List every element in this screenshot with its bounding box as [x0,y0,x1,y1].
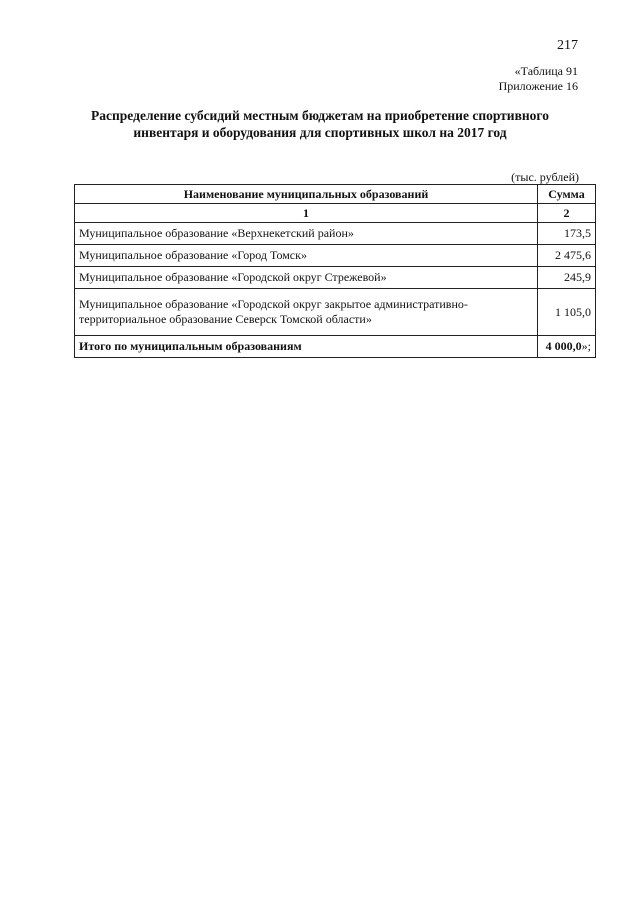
column-number-1: 1 [75,204,538,223]
subsidy-sum: 2 475,6 [538,245,596,267]
municipality-name: Муниципальное образование «Городской округ Стрежевой» [75,267,538,289]
appendix-label: Приложение 16 [498,79,578,93]
document-title: Распределение субсидий местным бюджетам на приобретение спортивного инвентаря и оборудования для спортивных школ на 2017 год [91,108,549,140]
table-row [75,267,596,289]
header-sum: Сумма [538,185,596,204]
table-row [75,223,596,245]
subsidy-table [74,184,596,358]
table-label: «Таблица 91 [514,64,578,78]
table-row [75,289,596,336]
municipality-name: Муниципальное образование «Город Томск» [75,245,538,267]
municipality-name: Муниципальное образование «Городской округ закрытое административно-территориальное образование Северск Томской области» [75,289,538,336]
units-note: (тыс. рублей) [511,170,579,184]
table-header-row [75,185,596,204]
table-row [75,245,596,267]
annex-label [499,64,578,94]
page-number: 217 [557,38,578,53]
closing-quote: »; [581,339,591,353]
total-sum: 4 000,0 [545,339,582,353]
column-number-row [75,204,596,223]
municipality-name: Муниципальное образование «Верхнекетский район» [75,223,538,245]
subsidy-sum: 1 105,0 [538,289,596,336]
total-sum-cell [538,336,596,358]
subsidy-sum: 245,9 [538,267,596,289]
column-number-2: 2 [538,204,596,223]
total-label: Итого по муниципальным образованиям [75,336,538,358]
subsidy-sum: 173,5 [538,223,596,245]
total-row [75,336,596,358]
header-name: Наименование муниципальных образований [75,185,538,204]
